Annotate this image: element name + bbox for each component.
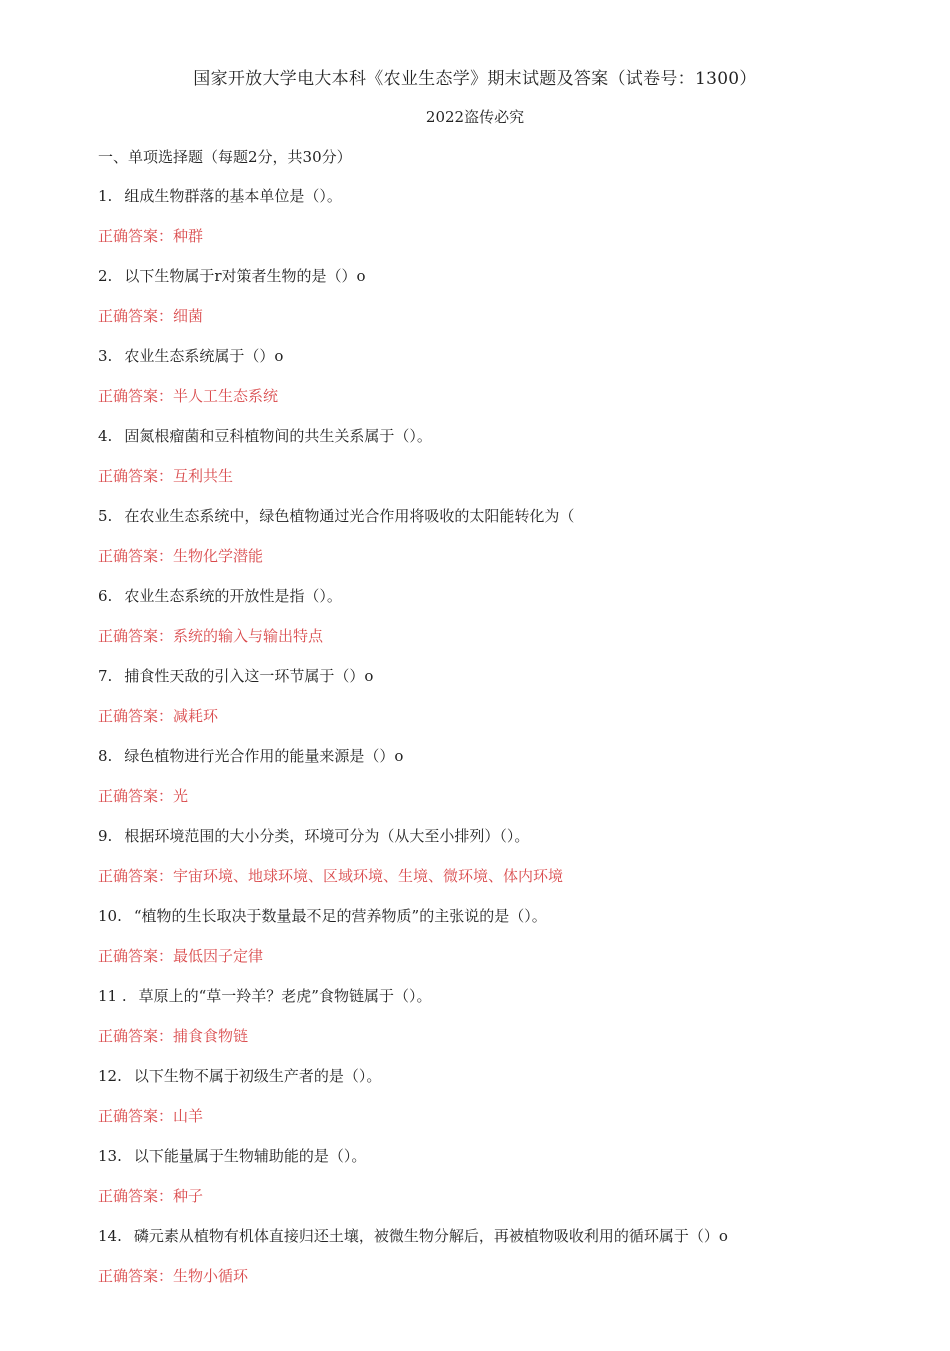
question-text bbox=[98, 985, 918, 1025]
answer-text bbox=[98, 545, 918, 585]
question-body: 以下生物属于r对策者生物的是（）o bbox=[124, 267, 366, 285]
question-body: 草原上的“草一羚羊？老虎”食物链属于（）。 bbox=[138, 987, 432, 1005]
answer-prefix: 正确答案： bbox=[98, 307, 174, 325]
question-body: 根据环境范围的大小分类，环境可分为（从大至小排列）（）。 bbox=[124, 827, 530, 845]
question-text bbox=[98, 425, 918, 465]
question-text bbox=[98, 905, 918, 945]
question-number: 10. bbox=[98, 907, 122, 925]
answer-text bbox=[98, 1025, 918, 1065]
question-body: 以下能量属于生物辅助能的是（）。 bbox=[133, 1147, 367, 1165]
question-item bbox=[98, 585, 918, 665]
question-number: 2. bbox=[98, 267, 113, 285]
answer-text bbox=[98, 225, 918, 265]
answer-text bbox=[98, 1185, 918, 1225]
question-item bbox=[98, 505, 918, 585]
answer-value: 半人工生态系统 bbox=[173, 387, 279, 405]
answer-text bbox=[98, 945, 918, 985]
question-body: 固氮根瘤菌和豆科植物间的共生关系属于（）。 bbox=[124, 427, 432, 445]
answer-text bbox=[98, 705, 918, 745]
answer-prefix: 正确答案： bbox=[98, 1027, 174, 1045]
question-item bbox=[98, 1065, 918, 1145]
answer-value: 生物化学潜能 bbox=[173, 547, 264, 565]
question-number: 4. bbox=[98, 427, 113, 445]
answer-text bbox=[98, 785, 918, 825]
question-number: 1. bbox=[98, 187, 113, 205]
question-number: 14. bbox=[98, 1227, 122, 1245]
question-number: 12. bbox=[98, 1067, 122, 1085]
answer-prefix: 正确答案： bbox=[98, 547, 174, 565]
question-text bbox=[98, 1225, 918, 1265]
answer-prefix: 正确答案： bbox=[98, 227, 174, 245]
question-text bbox=[98, 585, 918, 625]
question-text bbox=[98, 745, 918, 785]
question-text bbox=[98, 665, 918, 705]
question-body: “植物的生长取决于数量最不足的营养物质”的主张说的是（）。 bbox=[133, 907, 547, 925]
question-number: 9. bbox=[98, 827, 113, 845]
question-item bbox=[98, 825, 918, 905]
answer-prefix: 正确答案： bbox=[98, 387, 174, 405]
question-item bbox=[98, 185, 918, 265]
question-text bbox=[98, 825, 918, 865]
question-item bbox=[98, 665, 918, 745]
answer-value: 光 bbox=[173, 787, 189, 805]
answer-prefix: 正确答案： bbox=[98, 1187, 174, 1205]
answer-value: 生物小循环 bbox=[173, 1267, 249, 1285]
question-number: 6. bbox=[98, 587, 113, 605]
document-title: 国家开放大学电大本科《农业生态学》期末试题及答案（试卷号：1300） bbox=[193, 69, 757, 89]
question-item bbox=[98, 905, 918, 985]
answer-text bbox=[98, 1265, 918, 1305]
answer-value: 捕食食物链 bbox=[173, 1027, 249, 1045]
question-number: 5. bbox=[98, 507, 113, 525]
answer-prefix: 正确答案： bbox=[98, 787, 174, 805]
answer-value: 宇宙环境、地球环境、区域环境、生境、微环境、体内环境 bbox=[173, 867, 564, 885]
answer-value: 互利共生 bbox=[173, 467, 234, 485]
question-body: 以下生物不属于初级生产者的是（）。 bbox=[133, 1067, 382, 1085]
answer-prefix: 正确答案： bbox=[98, 867, 174, 885]
answer-text bbox=[98, 385, 918, 425]
question-item bbox=[98, 345, 918, 425]
question-number: 7. bbox=[98, 667, 113, 685]
answer-prefix: 正确答案： bbox=[98, 467, 174, 485]
answer-text bbox=[98, 625, 918, 665]
answer-text bbox=[98, 465, 918, 505]
question-text bbox=[98, 185, 918, 225]
question-body: 农业生态系统属于（）o bbox=[124, 347, 284, 365]
answer-value: 山羊 bbox=[173, 1107, 204, 1125]
answer-prefix: 正确答案： bbox=[98, 627, 174, 645]
question-list bbox=[98, 185, 918, 1305]
question-item bbox=[98, 985, 918, 1065]
answer-prefix: 正确答案： bbox=[98, 707, 174, 725]
answer-prefix: 正确答案： bbox=[98, 1107, 174, 1125]
question-item bbox=[98, 1145, 918, 1225]
question-body: 绿色植物进行光合作用的能量来源是（）o bbox=[124, 747, 404, 765]
question-body: 农业生态系统的开放性是指（）。 bbox=[124, 587, 342, 605]
question-text bbox=[98, 1145, 918, 1185]
answer-prefix: 正确答案： bbox=[98, 947, 174, 965]
question-body: 组成生物群落的基本单位是（）。 bbox=[124, 187, 342, 205]
answer-value: 系统的输入与输出特点 bbox=[173, 627, 324, 645]
question-body: 磷元素从植物有机体直接归还土壤，被微生物分解后，再被植物吸收利用的循环属于（）o bbox=[133, 1227, 728, 1245]
question-number: 8. bbox=[98, 747, 113, 765]
answer-prefix: 正确答案： bbox=[98, 1267, 174, 1285]
answer-text bbox=[98, 305, 918, 345]
question-item bbox=[98, 425, 918, 505]
question-text bbox=[98, 345, 918, 385]
question-number: 13. bbox=[98, 1147, 122, 1165]
question-number: 3. bbox=[98, 347, 113, 365]
question-body: 捕食性天敌的引入这一环节属于（）o bbox=[124, 667, 374, 685]
answer-value: 减耗环 bbox=[173, 707, 219, 725]
answer-value: 细菌 bbox=[173, 307, 204, 325]
question-text bbox=[98, 505, 918, 545]
question-number: 11 . bbox=[98, 987, 127, 1005]
question-body: 在农业生态系统中，绿色植物通过光合作用将吸收的太阳能转化为（ bbox=[124, 507, 575, 525]
answer-value: 种子 bbox=[173, 1187, 204, 1205]
answer-value: 种群 bbox=[173, 227, 204, 245]
question-text bbox=[98, 1065, 918, 1105]
answer-text bbox=[98, 865, 918, 905]
section-heading: 一、单项选择题（每题2分，共30分） bbox=[98, 148, 352, 166]
question-item bbox=[98, 1225, 918, 1305]
question-text bbox=[98, 265, 918, 305]
question-item bbox=[98, 745, 918, 825]
question-item bbox=[98, 265, 918, 345]
answer-value: 最低因子定律 bbox=[173, 947, 264, 965]
document-subtitle: 2022盗传必究 bbox=[425, 108, 525, 126]
answer-text bbox=[98, 1105, 918, 1145]
